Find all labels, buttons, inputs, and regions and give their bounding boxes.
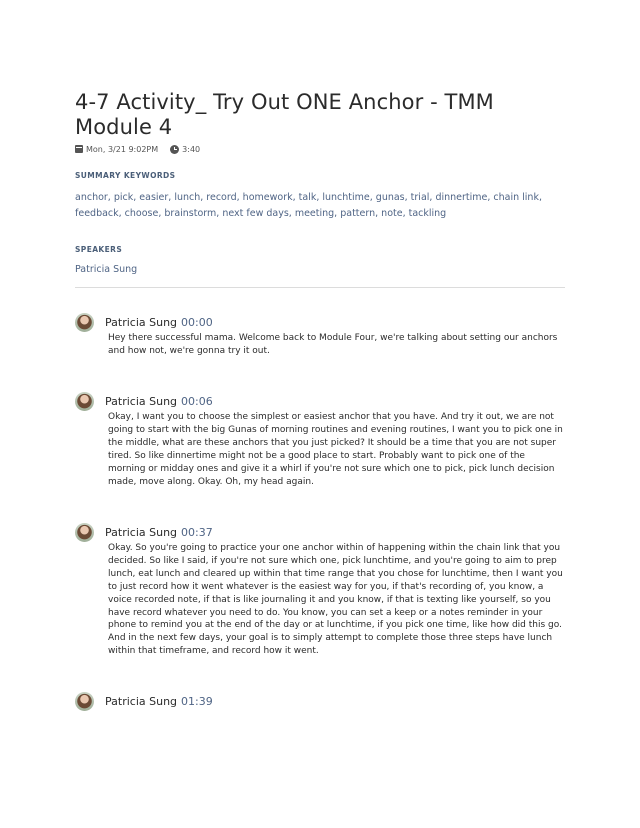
clock-icon bbox=[170, 145, 179, 154]
document-date: Mon, 3/21 9:02PM bbox=[86, 144, 159, 154]
document-title: 4-7 Activity_ Try Out ONE Anchor - TMM Module 4 bbox=[75, 90, 494, 139]
speaker-name: Patricia Sung bbox=[105, 316, 178, 329]
entry-text: Okay. So you're going to practice your one anchor within of happening within the chain link that you decided. So like I said, if you're not sure which one, pick lunchtime, and you're going to aim to prep lunch, eat lunch and cleared up within that time range that you chose for lunchtime, then I want you to just record how it went whatever is the easiest way for you, if that's recording of, you know, a voice recorded note, if that is like journaling it and you know, if that is texting like yourself, so you have record whatever you need to do. You know, you can set a keep or a notes reminder in your phone to remind you at the end of the day or at lunchtime, if you pick one time, like how did this go. And in the next few days, your goal is to simply attempt to complete those three steps have lunch within that timeframe, and record how it went. bbox=[108, 543, 563, 657]
summary-keywords: anchor, pick, easier, lunch, record, homework, talk, lunchtime, gunas, trial, dinnertime, chain link, feedback, choose, brainstorm, next few days, meeting, pattern, note, tackling bbox=[75, 192, 542, 219]
speaker-name: Patricia Sung bbox=[105, 395, 178, 408]
document-duration: 3:40 bbox=[182, 144, 201, 154]
avatar bbox=[75, 692, 94, 711]
avatar bbox=[75, 523, 94, 542]
calendar-icon bbox=[75, 145, 83, 153]
speakers-list: Patricia Sung bbox=[75, 264, 138, 275]
timestamp: 01:39 bbox=[181, 695, 213, 708]
timestamp: 00:00 bbox=[181, 316, 213, 329]
timestamp: 00:37 bbox=[181, 526, 213, 539]
entry-text: Hey there successful mama. Welcome back to Module Four, we're talking about setting our anchors and how not, we're gonna try it out. bbox=[108, 333, 558, 356]
avatar bbox=[75, 392, 94, 411]
speaker-name: Patricia Sung bbox=[105, 526, 178, 539]
entry-header bbox=[105, 316, 213, 329]
divider bbox=[75, 287, 565, 288]
timestamp: 00:06 bbox=[181, 395, 213, 408]
avatar bbox=[75, 313, 94, 332]
summary-keywords-heading: SUMMARY KEYWORDS bbox=[75, 171, 176, 180]
speakers-heading: SPEAKERS bbox=[75, 245, 123, 254]
entry-header bbox=[105, 695, 213, 708]
entry-header bbox=[105, 526, 213, 539]
entry-header bbox=[105, 395, 213, 408]
entry-text: Okay, I want you to choose the simplest or easiest anchor that you have. And try it out, we are not going to start with the big Gunas of morning routines and evening routines, I want you to pick one in the middle, what are these anchors that you just picked? It should be a time that you are not super tired. So like dinnertime might not be a good place to start. Probably want to pick one of the morning or midday ones and give it a whirl if you're not sure which one to pick, pick lunch decision made, move along. Okay. Oh, my head again. bbox=[108, 412, 563, 487]
document-meta bbox=[75, 143, 200, 155]
speaker-name: Patricia Sung bbox=[105, 695, 178, 708]
